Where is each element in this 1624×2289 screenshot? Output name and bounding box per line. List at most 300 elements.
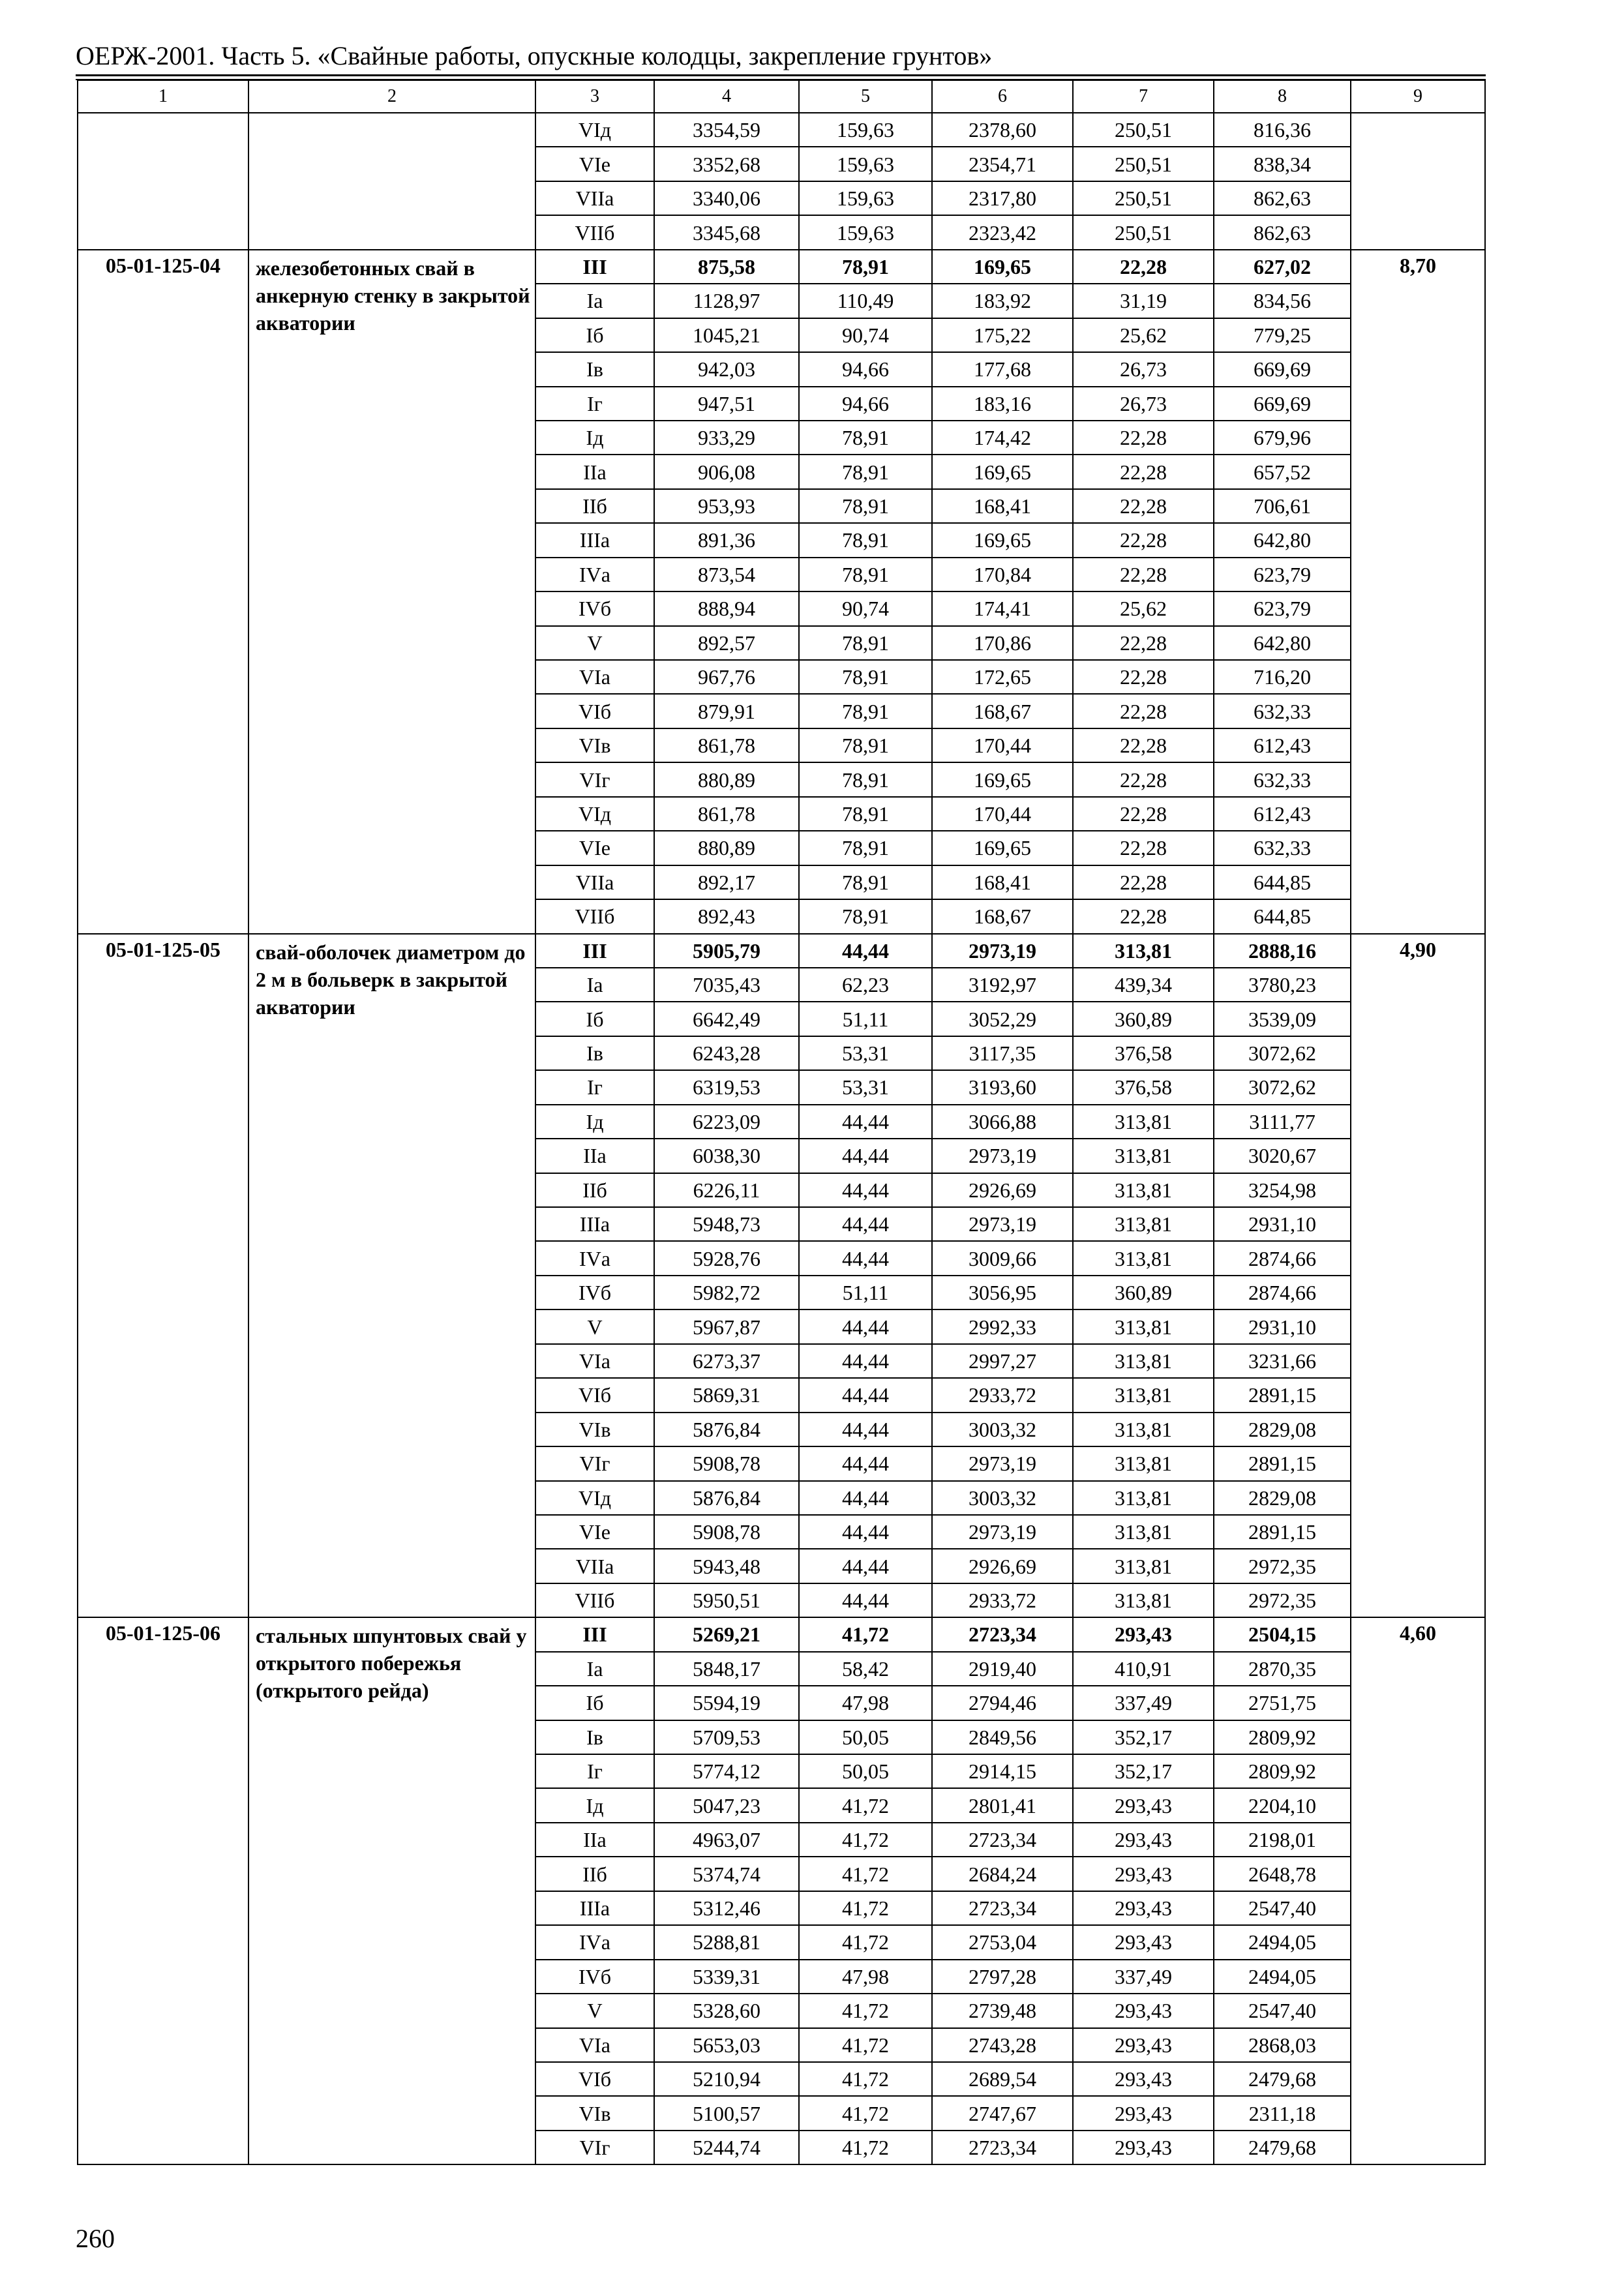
region-zone-cell: Iд [535, 421, 654, 455]
machinist-wages-cell: 22,28 [1073, 489, 1214, 523]
machine-operation-cell: 2723,34 [932, 2131, 1073, 2164]
column-number: 6 [932, 80, 1073, 113]
materials-cell: 644,85 [1214, 899, 1351, 933]
worker-wages-cell: 78,91 [799, 626, 932, 660]
rate-code-cell: 05-01-125-04 [78, 250, 248, 934]
materials-cell: 2751,75 [1214, 1686, 1351, 1720]
direct-costs-cell: 5948,73 [654, 1207, 799, 1241]
materials-cell: 862,63 [1214, 181, 1351, 215]
worker-wages-cell: 44,44 [799, 1207, 932, 1241]
worker-wages-cell: 41,72 [799, 2062, 932, 2096]
code-cell [78, 113, 248, 250]
column-number: 7 [1073, 80, 1214, 113]
materials-cell: 2494,05 [1214, 1925, 1351, 1959]
machine-operation-cell: 169,65 [932, 250, 1073, 284]
worker-wages-cell: 44,44 [799, 1309, 932, 1343]
machinist-wages-cell: 313,81 [1073, 1207, 1214, 1241]
machine-operation-cell: 2354,71 [932, 147, 1073, 181]
materials-cell: 623,79 [1214, 591, 1351, 625]
direct-costs-cell: 5047,23 [654, 1788, 799, 1822]
region-zone-cell: V [535, 1994, 654, 2027]
machinist-wages-cell: 22,28 [1073, 728, 1214, 762]
materials-cell: 632,33 [1214, 694, 1351, 728]
region-zone-cell: Iг [535, 1070, 654, 1104]
machinist-wages-cell: 313,81 [1073, 1139, 1214, 1173]
machine-operation-cell: 183,92 [932, 284, 1073, 318]
machinist-wages-cell: 26,73 [1073, 352, 1214, 386]
region-zone-cell: Iб [535, 1686, 654, 1720]
region-zone-cell: VIIб [535, 215, 654, 249]
column-number: 2 [248, 80, 535, 113]
table-row-base [78, 1617, 1485, 1651]
worker-wages-cell: 78,91 [799, 865, 932, 899]
direct-costs-cell: 891,36 [654, 523, 799, 557]
materials-cell: 2891,15 [1214, 1446, 1351, 1480]
machinist-wages-cell: 26,73 [1073, 387, 1214, 421]
direct-costs-cell: 892,43 [654, 899, 799, 933]
machinist-wages-cell: 293,43 [1073, 1857, 1214, 1891]
direct-costs-cell: 5210,94 [654, 2062, 799, 2096]
direct-costs-cell: 5288,81 [654, 1925, 799, 1959]
materials-cell: 669,69 [1214, 352, 1351, 386]
machine-operation-cell: 177,68 [932, 352, 1073, 386]
machinist-wages-cell: 337,49 [1073, 1686, 1214, 1720]
machine-operation-cell: 2747,67 [932, 2096, 1073, 2130]
machinist-wages-cell: 313,81 [1073, 1378, 1214, 1412]
machine-operation-cell: 2973,19 [932, 1207, 1073, 1241]
region-zone-cell: VIа [535, 1344, 654, 1378]
worker-wages-cell: 44,44 [799, 1105, 932, 1139]
worker-wages-cell: 44,44 [799, 1583, 932, 1617]
worker-wages-cell: 78,91 [799, 728, 932, 762]
region-zone-cell: VIIа [535, 865, 654, 899]
materials-cell: 2888,16 [1214, 934, 1351, 968]
materials-cell: 644,85 [1214, 865, 1351, 899]
region-zone-cell: VIа [535, 2028, 654, 2062]
column-number-row [78, 80, 1485, 113]
machine-operation-cell: 183,16 [932, 387, 1073, 421]
direct-costs-cell: 1128,97 [654, 284, 799, 318]
worker-wages-cell: 41,72 [799, 1925, 932, 1959]
page-header-title: ОЕРЖ-2001. Часть 5. «Свайные работы, опускные колодцы, закрепление грунтов» [76, 41, 993, 70]
materials-cell: 2874,66 [1214, 1276, 1351, 1309]
worker-wages-cell: 78,91 [799, 455, 932, 488]
machinist-wages-cell: 376,58 [1073, 1036, 1214, 1070]
worker-wages-cell: 44,44 [799, 1378, 932, 1412]
worker-wages-cell: 41,72 [799, 1891, 932, 1925]
materials-cell: 3539,09 [1214, 1002, 1351, 1036]
machine-operation-cell: 3003,32 [932, 1481, 1073, 1515]
machinist-wages-cell: 439,34 [1073, 968, 1214, 1002]
machinist-wages-cell: 313,81 [1073, 1241, 1214, 1275]
materials-cell: 3111,77 [1214, 1105, 1351, 1139]
region-zone-cell: III [535, 250, 654, 284]
table-row-base [78, 934, 1485, 968]
coefficient-cell: 4,60 [1351, 1617, 1485, 2164]
machine-operation-cell: 170,86 [932, 626, 1073, 660]
materials-cell: 612,43 [1214, 797, 1351, 831]
direct-costs-cell: 888,94 [654, 591, 799, 625]
worker-wages-cell: 159,63 [799, 147, 932, 181]
machinist-wages-cell: 313,81 [1073, 1549, 1214, 1583]
machine-operation-cell: 170,44 [932, 797, 1073, 831]
machinist-wages-cell: 22,28 [1073, 660, 1214, 694]
machine-operation-cell: 3117,35 [932, 1036, 1073, 1070]
materials-cell: 2829,08 [1214, 1413, 1351, 1446]
region-zone-cell: VIе [535, 831, 654, 865]
region-zone-cell: IIб [535, 489, 654, 523]
name-cell [248, 113, 535, 250]
machinist-wages-cell: 293,43 [1073, 1891, 1214, 1925]
machinist-wages-cell: 293,43 [1073, 2062, 1214, 2096]
direct-costs-cell: 873,54 [654, 558, 799, 591]
direct-costs-cell: 5950,51 [654, 1583, 799, 1617]
machinist-wages-cell: 313,81 [1073, 1446, 1214, 1480]
materials-cell: 816,36 [1214, 113, 1351, 147]
region-zone-cell: VIа [535, 660, 654, 694]
direct-costs-cell: 3352,68 [654, 147, 799, 181]
region-zone-cell: VIд [535, 797, 654, 831]
machine-operation-cell: 2801,41 [932, 1788, 1073, 1822]
machine-operation-cell: 2684,24 [932, 1857, 1073, 1891]
worker-wages-cell: 94,66 [799, 352, 932, 386]
materials-cell: 2972,35 [1214, 1583, 1351, 1617]
machinist-wages-cell: 22,28 [1073, 797, 1214, 831]
materials-cell: 2504,15 [1214, 1617, 1351, 1651]
machine-operation-cell: 168,41 [932, 489, 1073, 523]
worker-wages-cell: 41,72 [799, 2028, 932, 2062]
materials-cell: 3072,62 [1214, 1070, 1351, 1104]
page-number: 260 [76, 2224, 115, 2253]
machinist-wages-cell: 31,19 [1073, 284, 1214, 318]
region-zone-cell: VIIа [535, 1549, 654, 1583]
worker-wages-cell: 44,44 [799, 1446, 932, 1480]
worker-wages-cell: 41,72 [799, 1823, 932, 1857]
direct-costs-cell: 5374,74 [654, 1857, 799, 1891]
direct-costs-cell: 5328,60 [654, 1994, 799, 2027]
machinist-wages-cell: 293,43 [1073, 1925, 1214, 1959]
materials-cell: 2494,05 [1214, 1960, 1351, 1994]
materials-cell: 2891,15 [1214, 1515, 1351, 1549]
direct-costs-cell: 5848,17 [654, 1652, 799, 1686]
worker-wages-cell: 78,91 [799, 694, 932, 728]
machinist-wages-cell: 250,51 [1073, 147, 1214, 181]
work-name-cell: свай-оболочек диаметром до 2 м в больверк в закрытой акватории [248, 934, 535, 1618]
direct-costs-cell: 6273,37 [654, 1344, 799, 1378]
region-zone-cell: Iд [535, 1788, 654, 1822]
machine-operation-cell: 2797,28 [932, 1960, 1073, 1994]
machinist-wages-cell: 337,49 [1073, 1960, 1214, 1994]
machinist-wages-cell: 313,81 [1073, 1105, 1214, 1139]
region-zone-cell: IIб [535, 1173, 654, 1207]
materials-cell: 2931,10 [1214, 1207, 1351, 1241]
machine-operation-cell: 170,84 [932, 558, 1073, 591]
rates-table [77, 80, 1486, 2165]
machine-operation-cell: 169,65 [932, 831, 1073, 865]
machine-operation-cell: 2973,19 [932, 1515, 1073, 1549]
machinist-wages-cell: 313,81 [1073, 934, 1214, 968]
region-zone-cell: IIб [535, 1857, 654, 1891]
worker-wages-cell: 78,91 [799, 421, 932, 455]
region-zone-cell: VIIб [535, 1583, 654, 1617]
machinist-wages-cell: 293,43 [1073, 2096, 1214, 2130]
machine-operation-cell: 2317,80 [932, 181, 1073, 215]
coefficient-cell: 8,70 [1351, 250, 1485, 934]
machine-operation-cell: 2933,72 [932, 1378, 1073, 1412]
machinist-wages-cell: 22,28 [1073, 694, 1214, 728]
region-zone-cell: Iв [535, 352, 654, 386]
machine-operation-cell: 170,44 [932, 728, 1073, 762]
machinist-wages-cell: 410,91 [1073, 1652, 1214, 1686]
direct-costs-cell: 5653,03 [654, 2028, 799, 2062]
direct-costs-cell: 5908,78 [654, 1446, 799, 1480]
direct-costs-cell: 5312,46 [654, 1891, 799, 1925]
machinist-wages-cell: 22,28 [1073, 523, 1214, 557]
machine-operation-cell: 169,65 [932, 523, 1073, 557]
materials-cell: 2479,68 [1214, 2062, 1351, 2096]
machine-operation-cell: 2973,19 [932, 1139, 1073, 1173]
worker-wages-cell: 41,72 [799, 1788, 932, 1822]
machine-operation-cell: 2992,33 [932, 1309, 1073, 1343]
region-zone-cell: IIа [535, 1823, 654, 1857]
machinist-wages-cell: 22,28 [1073, 626, 1214, 660]
worker-wages-cell: 44,44 [799, 1549, 932, 1583]
worker-wages-cell: 53,31 [799, 1036, 932, 1070]
materials-cell: 2198,01 [1214, 1823, 1351, 1857]
direct-costs-cell: 6038,30 [654, 1139, 799, 1173]
machinist-wages-cell: 293,43 [1073, 2028, 1214, 2062]
worker-wages-cell: 41,72 [799, 1994, 932, 2027]
column-number: 5 [799, 80, 932, 113]
worker-wages-cell: 51,11 [799, 1002, 932, 1036]
direct-costs-cell: 5594,19 [654, 1686, 799, 1720]
machine-operation-cell: 3052,29 [932, 1002, 1073, 1036]
coefficient-cell: 4,90 [1351, 934, 1485, 1618]
region-zone-cell: IIа [535, 1139, 654, 1173]
machinist-wages-cell: 22,28 [1073, 865, 1214, 899]
machinist-wages-cell: 22,28 [1073, 831, 1214, 865]
machinist-wages-cell: 313,81 [1073, 1481, 1214, 1515]
region-zone-cell: IVа [535, 1241, 654, 1275]
machine-operation-cell: 2689,54 [932, 2062, 1073, 2096]
machine-operation-cell: 2723,34 [932, 1823, 1073, 1857]
column-number: 8 [1214, 80, 1351, 113]
region-zone-cell: IVб [535, 1276, 654, 1309]
direct-costs-cell: 7035,43 [654, 968, 799, 1002]
direct-costs-cell: 967,76 [654, 660, 799, 694]
region-zone-cell: Iа [535, 968, 654, 1002]
region-zone-cell: V [535, 626, 654, 660]
machinist-wages-cell: 360,89 [1073, 1276, 1214, 1309]
worker-wages-cell: 47,98 [799, 1686, 932, 1720]
worker-wages-cell: 62,23 [799, 968, 932, 1002]
rate-code-cell: 05-01-125-05 [78, 934, 248, 1618]
direct-costs-cell: 3354,59 [654, 113, 799, 147]
materials-cell: 779,25 [1214, 318, 1351, 352]
direct-costs-cell: 5339,31 [654, 1960, 799, 1994]
machine-operation-cell: 2743,28 [932, 2028, 1073, 2062]
worker-wages-cell: 78,91 [799, 489, 932, 523]
machinist-wages-cell: 25,62 [1073, 318, 1214, 352]
materials-cell: 623,79 [1214, 558, 1351, 591]
column-number: 1 [78, 80, 248, 113]
machine-operation-cell: 2739,48 [932, 1994, 1073, 2027]
machinist-wages-cell: 250,51 [1073, 215, 1214, 249]
worker-wages-cell: 53,31 [799, 1070, 932, 1104]
machinist-wages-cell: 250,51 [1073, 181, 1214, 215]
materials-cell: 632,33 [1214, 762, 1351, 796]
column-number: 9 [1351, 80, 1485, 113]
machine-operation-cell: 2914,15 [932, 1754, 1073, 1788]
machine-operation-cell: 169,65 [932, 455, 1073, 488]
materials-cell: 838,34 [1214, 147, 1351, 181]
direct-costs-cell: 5869,31 [654, 1378, 799, 1412]
worker-wages-cell: 90,74 [799, 318, 932, 352]
region-zone-cell: Iб [535, 1002, 654, 1036]
region-zone-cell: III [535, 1617, 654, 1651]
work-name-cell: железобетонных свай в анкерную стенку в закрытой акватории [248, 250, 535, 934]
worker-wages-cell: 110,49 [799, 284, 932, 318]
machinist-wages-cell: 22,28 [1073, 899, 1214, 933]
direct-costs-cell: 933,29 [654, 421, 799, 455]
direct-costs-cell: 3340,06 [654, 181, 799, 215]
materials-cell: 2479,68 [1214, 2131, 1351, 2164]
worker-wages-cell: 41,72 [799, 1857, 932, 1891]
machine-operation-cell: 2919,40 [932, 1652, 1073, 1686]
region-zone-cell: VIIб [535, 899, 654, 933]
worker-wages-cell: 51,11 [799, 1276, 932, 1309]
work-name-cell: стальных шпунтовых свай у открытого побережья (открытого рейда) [248, 1617, 535, 2164]
materials-cell: 2874,66 [1214, 1241, 1351, 1275]
direct-costs-cell: 5774,12 [654, 1754, 799, 1788]
region-zone-cell: VIв [535, 2096, 654, 2130]
worker-wages-cell: 78,91 [799, 762, 932, 796]
table-row-base [78, 250, 1485, 284]
machine-operation-cell: 169,65 [932, 762, 1073, 796]
direct-costs-cell: 892,57 [654, 626, 799, 660]
machinist-wages-cell: 352,17 [1073, 1754, 1214, 1788]
worker-wages-cell: 44,44 [799, 1413, 932, 1446]
machinist-wages-cell: 313,81 [1073, 1515, 1214, 1549]
materials-cell: 2931,10 [1214, 1309, 1351, 1343]
worker-wages-cell: 41,72 [799, 1617, 932, 1651]
direct-costs-cell: 1045,21 [654, 318, 799, 352]
worker-wages-cell: 44,44 [799, 1481, 932, 1515]
worker-wages-cell: 44,44 [799, 1139, 932, 1173]
machinist-wages-cell: 22,28 [1073, 250, 1214, 284]
region-zone-cell: IIа [535, 455, 654, 488]
direct-costs-cell: 5967,87 [654, 1309, 799, 1343]
machine-operation-cell: 2933,72 [932, 1583, 1073, 1617]
machine-operation-cell: 174,42 [932, 421, 1073, 455]
region-zone-cell: IIIа [535, 523, 654, 557]
region-zone-cell: IVа [535, 558, 654, 591]
materials-cell: 657,52 [1214, 455, 1351, 488]
machine-operation-cell: 2997,27 [932, 1344, 1073, 1378]
materials-cell: 669,69 [1214, 387, 1351, 421]
region-zone-cell: Iд [535, 1105, 654, 1139]
materials-cell: 642,80 [1214, 626, 1351, 660]
worker-wages-cell: 47,98 [799, 1960, 932, 1994]
machine-operation-cell: 2323,42 [932, 215, 1073, 249]
materials-cell: 612,43 [1214, 728, 1351, 762]
machinist-wages-cell: 352,17 [1073, 1720, 1214, 1754]
materials-cell: 2809,92 [1214, 1754, 1351, 1788]
machinist-wages-cell: 22,28 [1073, 455, 1214, 488]
materials-cell: 2891,15 [1214, 1378, 1351, 1412]
materials-cell: 3780,23 [1214, 968, 1351, 1002]
direct-costs-cell: 861,78 [654, 728, 799, 762]
worker-wages-cell: 44,44 [799, 934, 932, 968]
machinist-wages-cell: 313,81 [1073, 1583, 1214, 1617]
materials-cell: 2809,92 [1214, 1720, 1351, 1754]
machinist-wages-cell: 22,28 [1073, 762, 1214, 796]
materials-cell: 642,80 [1214, 523, 1351, 557]
region-zone-cell: VIв [535, 1413, 654, 1446]
machinist-wages-cell: 293,43 [1073, 1788, 1214, 1822]
worker-wages-cell: 94,66 [799, 387, 932, 421]
machinist-wages-cell: 293,43 [1073, 1617, 1214, 1651]
materials-cell: 3020,67 [1214, 1139, 1351, 1173]
machine-operation-cell: 168,67 [932, 694, 1073, 728]
machinist-wages-cell: 360,89 [1073, 1002, 1214, 1036]
worker-wages-cell: 78,91 [799, 660, 932, 694]
table-row [78, 113, 1485, 147]
machine-operation-cell: 3192,97 [932, 968, 1073, 1002]
direct-costs-cell: 5908,78 [654, 1515, 799, 1549]
machine-operation-cell: 3009,66 [932, 1241, 1073, 1275]
direct-costs-cell: 6319,53 [654, 1070, 799, 1104]
materials-cell: 716,20 [1214, 660, 1351, 694]
worker-wages-cell: 78,91 [799, 797, 932, 831]
direct-costs-cell: 5928,76 [654, 1241, 799, 1275]
machine-operation-cell: 2973,19 [932, 934, 1073, 968]
machine-operation-cell: 172,65 [932, 660, 1073, 694]
machinist-wages-cell: 313,81 [1073, 1344, 1214, 1378]
region-zone-cell: IVб [535, 1960, 654, 1994]
machinist-wages-cell: 25,62 [1073, 591, 1214, 625]
region-zone-cell: VIд [535, 113, 654, 147]
materials-cell: 2547,40 [1214, 1994, 1351, 2027]
machine-operation-cell: 2378,60 [932, 113, 1073, 147]
worker-wages-cell: 44,44 [799, 1241, 932, 1275]
machine-operation-cell: 2926,69 [932, 1549, 1073, 1583]
direct-costs-cell: 5100,57 [654, 2096, 799, 2130]
direct-costs-cell: 861,78 [654, 797, 799, 831]
machine-operation-cell: 2723,34 [932, 1891, 1073, 1925]
region-zone-cell: IIIа [535, 1891, 654, 1925]
materials-cell: 632,33 [1214, 831, 1351, 865]
direct-costs-cell: 6226,11 [654, 1173, 799, 1207]
region-zone-cell: Iг [535, 1754, 654, 1788]
column-number: 3 [535, 80, 654, 113]
region-zone-cell: Iа [535, 284, 654, 318]
materials-cell: 2648,78 [1214, 1857, 1351, 1891]
direct-costs-cell: 5709,53 [654, 1720, 799, 1754]
materials-cell: 2868,03 [1214, 2028, 1351, 2062]
machinist-wages-cell: 313,81 [1073, 1309, 1214, 1343]
worker-wages-cell: 44,44 [799, 1515, 932, 1549]
machine-operation-cell: 175,22 [932, 318, 1073, 352]
materials-cell: 2829,08 [1214, 1481, 1351, 1515]
machinist-wages-cell: 313,81 [1073, 1173, 1214, 1207]
machinist-wages-cell: 293,43 [1073, 2131, 1214, 2164]
direct-costs-cell: 3345,68 [654, 215, 799, 249]
direct-costs-cell: 5943,48 [654, 1549, 799, 1583]
region-zone-cell: VIг [535, 762, 654, 796]
machinist-wages-cell: 22,28 [1073, 558, 1214, 591]
machine-operation-cell: 3193,60 [932, 1070, 1073, 1104]
